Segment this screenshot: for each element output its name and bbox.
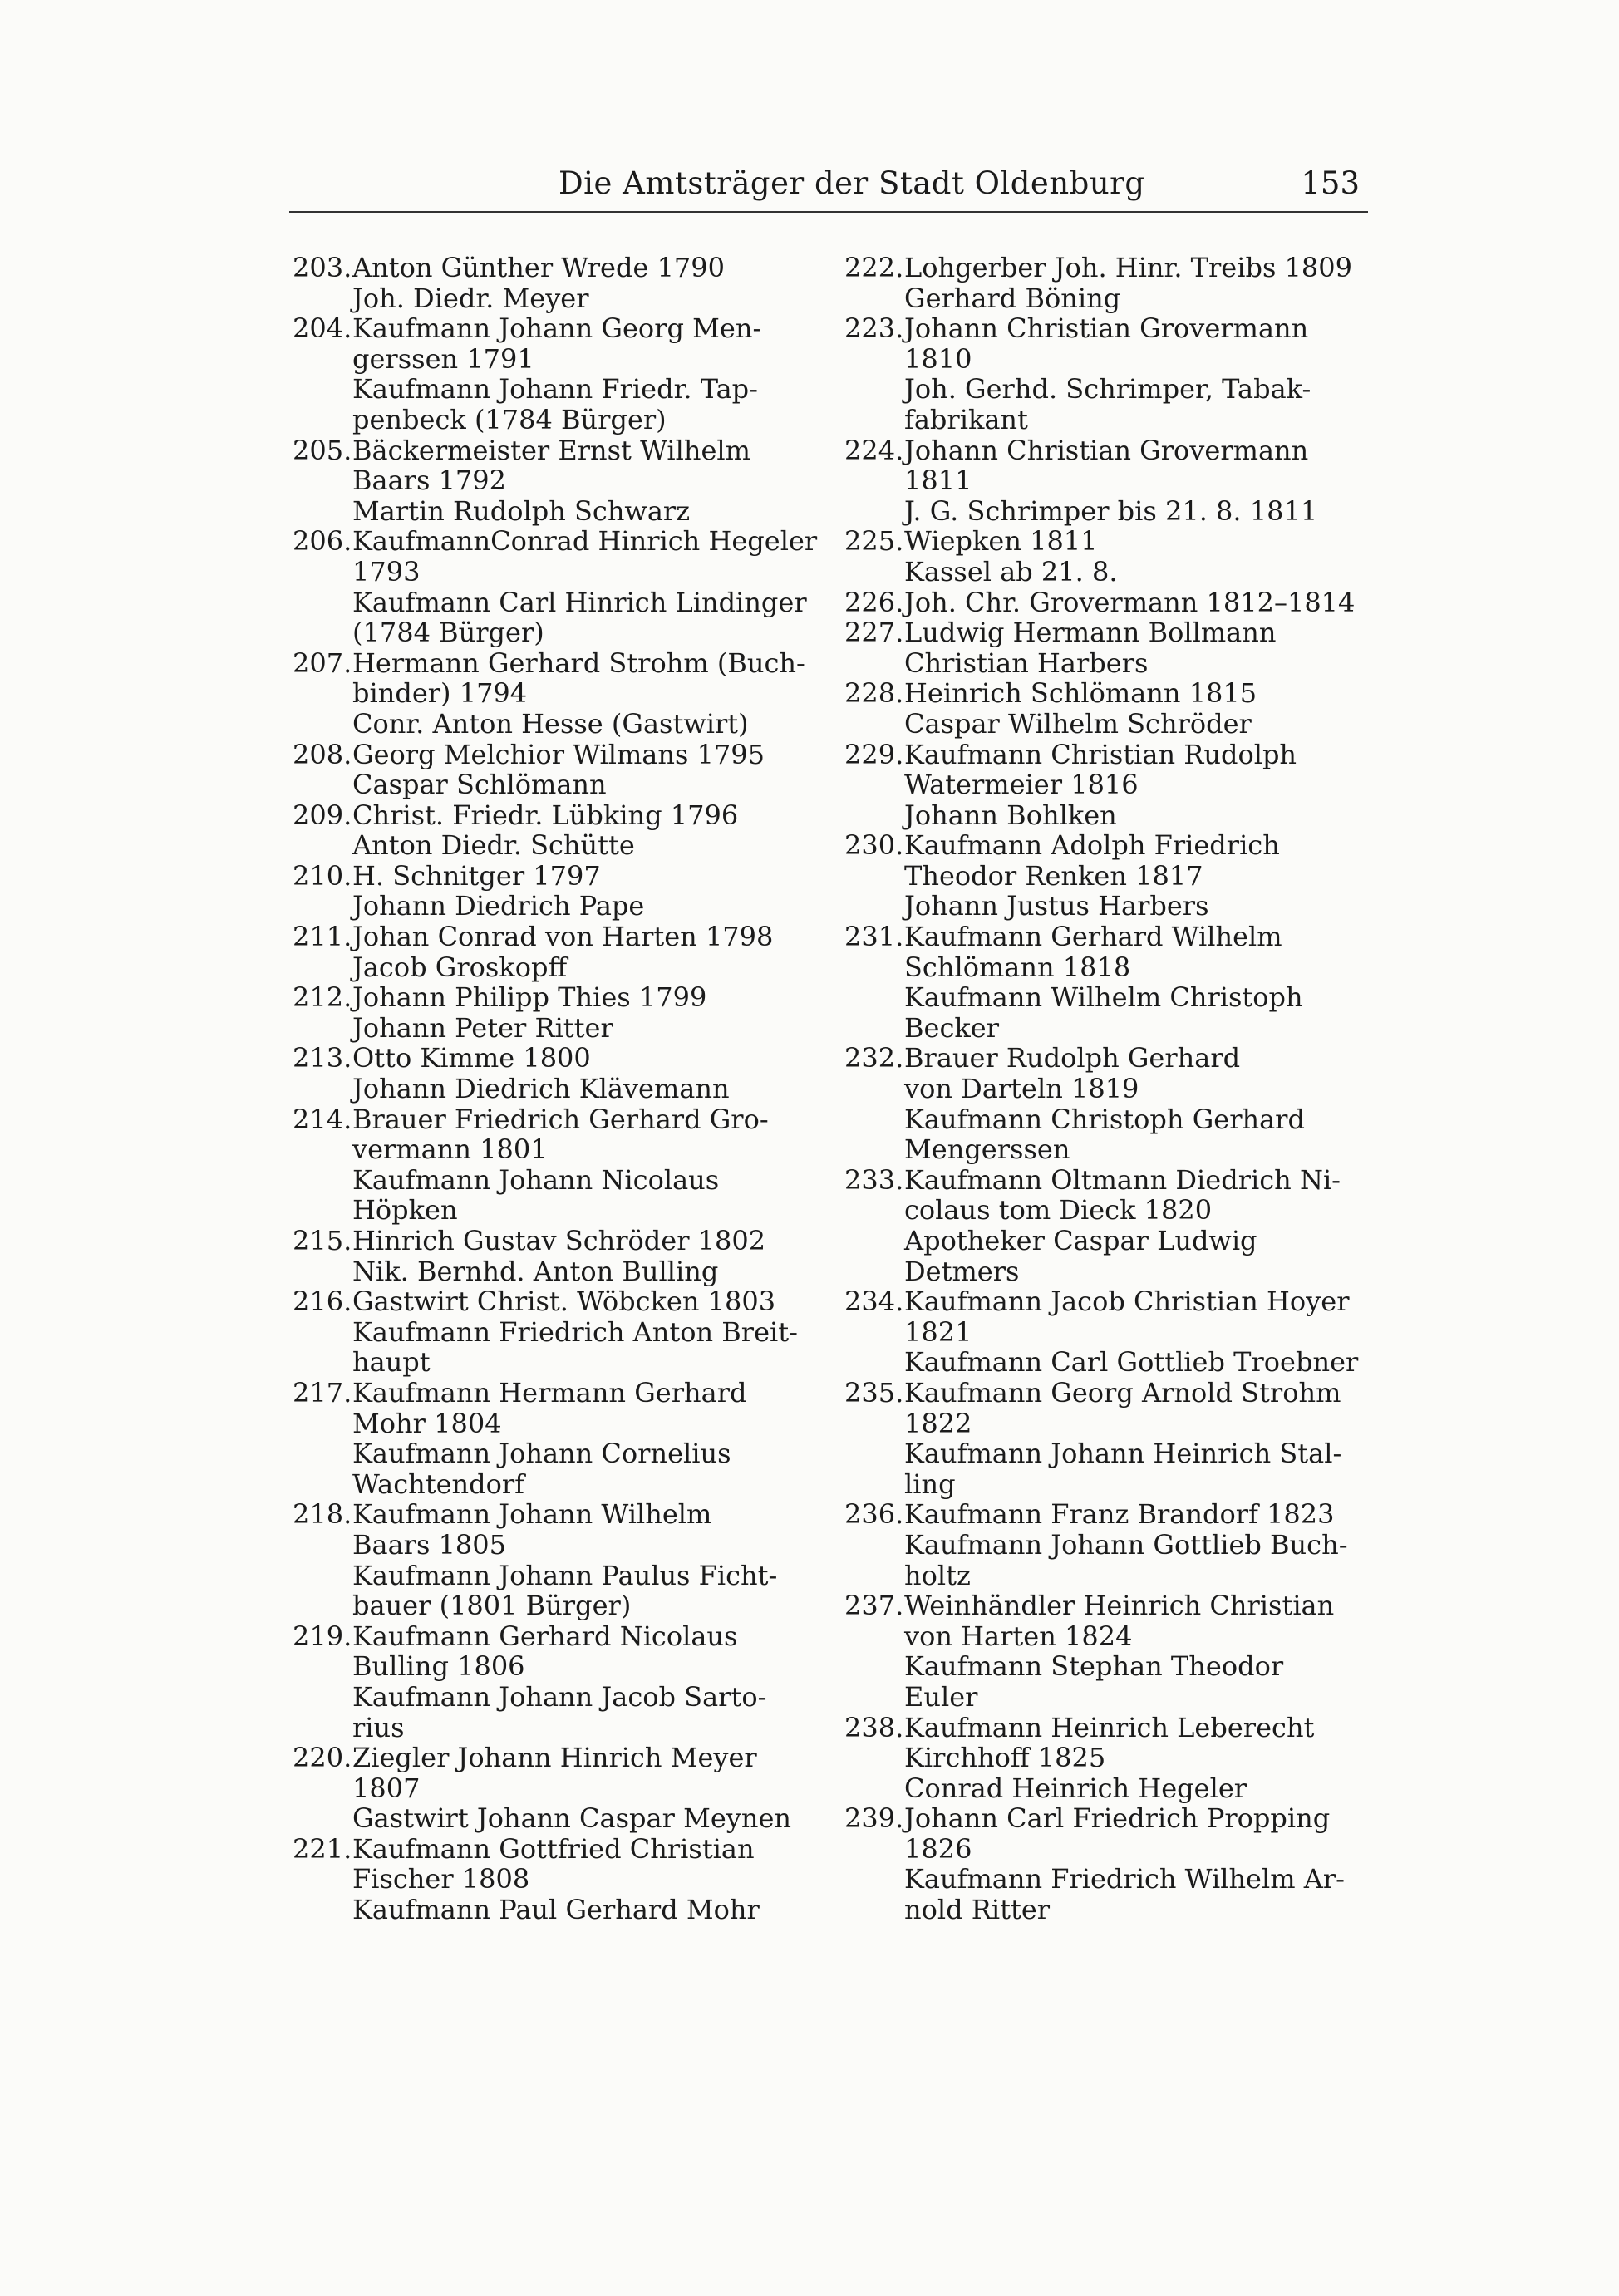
entry-line [844, 952, 1376, 983]
entry-line [844, 588, 1376, 618]
entry-text: (1784 Bürger) [352, 617, 544, 649]
entry-text: Kaufmann Johann Gottlieb Buch- [904, 1528, 1348, 1561]
list-entry [844, 740, 1376, 831]
entry-line [293, 1013, 824, 1044]
entry-text: Kaufmann Johann Georg Men- [352, 312, 762, 345]
entry-line [293, 1256, 824, 1287]
entry-number: 236. [844, 1498, 904, 1531]
entry-text: Conr. Anton Hesse (Gastwirt) [352, 707, 749, 740]
entry-text: Brauer Rudolph Gerhard [904, 1042, 1241, 1074]
entry-number: 207. [293, 647, 352, 679]
list-entry [844, 1378, 1376, 1499]
entry-line [293, 1104, 824, 1135]
entry-line [293, 1347, 824, 1378]
entry-number: 209. [293, 799, 352, 831]
list-entry [844, 1590, 1376, 1712]
entry-text: penbeck (1784 Bürger) [352, 403, 667, 435]
entry-text: Kaufmann Friedrich Wilhelm Ar- [904, 1863, 1345, 1895]
entry-number: 220. [293, 1742, 352, 1774]
entry-text: Conrad Heinrich Hegeler [904, 1772, 1247, 1804]
list-entry [844, 1043, 1376, 1164]
entry-line [844, 740, 1376, 770]
entry-line [293, 1499, 824, 1530]
entry-line [293, 1530, 824, 1561]
list-entry [844, 253, 1376, 313]
entry-text: Georg Melchior Wilmans 1795 [352, 738, 765, 770]
entry-line [844, 922, 1376, 952]
entry-text: Johann Peter Ritter [352, 1011, 613, 1044]
entry-line [844, 891, 1376, 922]
entry-line [844, 709, 1376, 740]
entry-text: Martin Rudolph Schwarz [352, 494, 691, 527]
entry-text: Wachtendorf [352, 1468, 525, 1500]
entry-text: Anton Günther Wrede 1790 [352, 252, 725, 283]
entry-line [844, 1895, 1376, 1925]
entry-text: Kaufmann Oltmann Diedrich Ni- [904, 1163, 1341, 1196]
entry-text: Johann Diedrich Pape [352, 890, 645, 922]
entry-line [293, 769, 824, 800]
list-entry [293, 1743, 824, 1834]
entry-text: Höpken [352, 1194, 458, 1227]
entry-line [844, 1469, 1376, 1500]
entry-text: 1822 [904, 1407, 972, 1439]
entry-line [844, 1438, 1376, 1469]
entry-text: bauer (1801 Bürger) [352, 1590, 632, 1622]
entry-line [844, 982, 1376, 1013]
entry-line [293, 861, 824, 892]
entry-text: H. Schnitger 1797 [352, 859, 601, 892]
entry-line [844, 1621, 1376, 1652]
list-entry [844, 922, 1376, 1043]
entry-line [844, 1074, 1376, 1104]
entry-line [844, 1256, 1376, 1287]
entry-text: 1807 [352, 1772, 421, 1804]
entry-number: 206. [293, 525, 352, 558]
entry-number: 208. [293, 738, 352, 770]
entry-text: Joh. Gerhd. Schrimper, Tabak- [904, 373, 1311, 406]
entry-line [844, 830, 1376, 861]
entry-line [844, 1682, 1376, 1713]
list-entry [844, 1499, 1376, 1590]
entry-text: Johann Christian Grovermann [904, 434, 1309, 466]
entry-text: Kaufmann Christian Rudolph [904, 738, 1297, 770]
entry-text: Caspar Wilhelm Schröder [904, 707, 1252, 740]
entry-line [293, 1317, 824, 1348]
list-entry [293, 1286, 824, 1378]
entry-text: Christian Harbers [904, 647, 1149, 679]
entry-line [844, 1590, 1376, 1621]
entry-line [293, 405, 824, 435]
entry-text: Baars 1805 [352, 1528, 506, 1561]
entry-line [844, 374, 1376, 405]
entry-text: Kaufmann Franz Brandorf 1823 [904, 1498, 1335, 1531]
entry-text: Kaufmann Carl Hinrich Lindinger [352, 586, 807, 618]
entry-text: Kaufmann Hermann Gerhard [352, 1376, 747, 1409]
entry-text: 1826 [904, 1832, 972, 1865]
entry-text: Kaufmann Carl Gottlieb Troebner [904, 1346, 1359, 1379]
entry-text: Hermann Gerhard Strohm (Buch- [352, 647, 805, 679]
entry-line [844, 800, 1376, 831]
list-entry [293, 313, 824, 435]
entry-line [844, 1773, 1376, 1804]
entry-line [844, 1409, 1376, 1439]
entry-number: 204. [293, 312, 352, 345]
entry-text: Hinrich Gustav Schröder 1802 [352, 1225, 766, 1256]
entry-line [844, 1134, 1376, 1165]
list-entry [293, 1226, 824, 1286]
running-title: Die Amtsträger der Stadt Oldenburg [559, 165, 1145, 201]
entry-number: 231. [844, 921, 904, 953]
entry-number: 229. [844, 738, 904, 770]
entry-number: 217. [293, 1376, 352, 1409]
entry-line [844, 1378, 1376, 1409]
entry-line [293, 709, 824, 740]
list-entry [293, 1043, 824, 1104]
entry-line [844, 405, 1376, 435]
entry-text: Euler [904, 1680, 978, 1713]
entry-number: 203. [293, 252, 352, 283]
list-entry [844, 526, 1376, 587]
entry-line [844, 648, 1376, 679]
entry-text: Bäckermeister Ernst Wilhelm [352, 434, 750, 466]
entry-text: Kaufmann Gerhard Nicolaus [352, 1620, 738, 1652]
entry-text: Kirchhoff 1825 [904, 1742, 1106, 1774]
entry-text: Johann Diedrich Klävemann [352, 1073, 730, 1105]
list-entry [844, 678, 1376, 739]
list-entry [293, 1378, 824, 1499]
entry-text: Kaufmann Johann Friedr. Tap- [352, 373, 758, 406]
entry-text: Johann Justus Harbers [904, 890, 1209, 922]
entry-text: Anton Diedr. Schütte [352, 829, 635, 862]
entry-line [293, 465, 824, 496]
entry-line [293, 557, 824, 588]
entry-text: Apotheker Caspar Ludwig [904, 1225, 1257, 1256]
entry-text: Joh. Diedr. Meyer [352, 282, 589, 314]
entry-number: 218. [293, 1498, 352, 1531]
list-entry [293, 435, 824, 527]
entry-number: 237. [844, 1590, 904, 1622]
entry-text: Lohgerber Joh. Hinr. Treibs 1809 [904, 252, 1352, 283]
entry-text: Fischer 1808 [352, 1863, 530, 1895]
entry-line [293, 1621, 824, 1652]
entry-text: Schlömann 1818 [904, 951, 1131, 983]
entry-text: Watermeier 1816 [904, 769, 1139, 801]
entry-text: Kaufmann Johann Paulus Ficht- [352, 1559, 778, 1591]
entry-text: 1811 [904, 465, 972, 497]
entry-text: Kaufmann Heinrich Leberecht [904, 1711, 1315, 1743]
entry-line [293, 1409, 824, 1439]
list-entry [293, 1834, 824, 1925]
entry-line [293, 526, 824, 557]
entry-text: fabrikant [904, 403, 1028, 435]
entry-number: 215. [293, 1225, 352, 1256]
entry-text: Kassel ab 21. 8. [904, 555, 1118, 588]
entry-line [293, 1773, 824, 1804]
entry-line [844, 253, 1376, 283]
entry-text: von Darteln 1819 [904, 1073, 1139, 1105]
entry-line [293, 830, 824, 861]
entry-number: 232. [844, 1042, 904, 1074]
entry-text: Kaufmann Johann Heinrich Stal- [904, 1438, 1342, 1470]
entry-line [293, 1438, 824, 1469]
entry-line [844, 1743, 1376, 1773]
entry-text: Kaufmann Johann Jacob Sarto- [352, 1680, 767, 1713]
entry-text: Kaufmann Gottfried Christian [352, 1832, 755, 1865]
entry-text: ling [904, 1468, 956, 1500]
entry-text: Johann Philipp Thies 1799 [352, 981, 707, 1014]
list-entry [293, 982, 824, 1043]
entry-number: 234. [844, 1286, 904, 1318]
entry-text: rius [352, 1711, 405, 1743]
entry-line [293, 1226, 824, 1256]
entry-line [844, 1530, 1376, 1561]
entry-number: 221. [293, 1832, 352, 1865]
list-entry [844, 1165, 1376, 1286]
list-entry [293, 922, 824, 982]
entry-text: Johan Conrad von Harten 1798 [352, 921, 774, 953]
entry-text: Becker [904, 1011, 999, 1044]
entry-line [844, 1165, 1376, 1196]
list-entry [293, 861, 824, 922]
entry-text: Johann Christian Grovermann [904, 312, 1309, 345]
entry-number: 210. [293, 859, 352, 892]
entry-text: vermann 1801 [352, 1133, 548, 1166]
list-entry [844, 313, 1376, 435]
entry-line [844, 1317, 1376, 1348]
entry-number: 211. [293, 921, 352, 953]
entry-number: 216. [293, 1286, 352, 1318]
entry-number: 227. [844, 617, 904, 649]
entry-text: Nik. Bernhd. Anton Bulling [352, 1255, 719, 1287]
list-entry [293, 1104, 824, 1226]
entry-text: binder) 1794 [352, 677, 528, 710]
list-entry [844, 830, 1376, 922]
entry-line [293, 283, 824, 314]
entry-line [844, 678, 1376, 709]
entry-text: von Harten 1824 [904, 1620, 1133, 1652]
entry-text: Kaufmann Friedrich Anton Breit- [352, 1315, 798, 1348]
entry-number: 226. [844, 586, 904, 618]
entry-line [293, 1134, 824, 1165]
entry-line [293, 374, 824, 405]
entry-line [293, 1590, 824, 1621]
entry-text: Gastwirt Christ. Wöbcken 1803 [352, 1286, 776, 1318]
entry-line [844, 1864, 1376, 1895]
entry-line [293, 1286, 824, 1317]
entry-number: 233. [844, 1163, 904, 1196]
entry-text: Kaufmann Johann Nicolaus [352, 1163, 720, 1196]
entry-text: Kaufmann Jacob Christian Hoyer [904, 1286, 1350, 1318]
entry-line [293, 313, 824, 344]
entry-line [293, 648, 824, 679]
entry-line [293, 891, 824, 922]
entry-line [844, 1651, 1376, 1682]
entry-text: KaufmannConrad Hinrich Hegeler [352, 525, 818, 558]
entry-line [844, 496, 1376, 527]
entry-text: 1821 [904, 1315, 972, 1348]
entry-text: haupt [352, 1346, 431, 1379]
entry-text: Wiepken 1811 [904, 525, 1098, 558]
entry-text: Kaufmann Christoph Gerhard [904, 1103, 1305, 1135]
entry-line [293, 740, 824, 770]
entry-line [293, 1743, 824, 1773]
list-entry [844, 617, 1376, 678]
entry-text: Kaufmann Paul Gerhard Mohr [352, 1894, 760, 1926]
entry-line [293, 1074, 824, 1104]
entry-line [293, 588, 824, 618]
right-column [844, 253, 1376, 1925]
entry-text: Mengerssen [904, 1133, 1070, 1166]
entry-text: Ziegler Johann Hinrich Meyer [352, 1742, 757, 1774]
entry-text: Kaufmann Stephan Theodor [904, 1650, 1284, 1683]
entry-line [844, 1561, 1376, 1591]
entry-line [844, 1286, 1376, 1317]
entry-number: 228. [844, 677, 904, 710]
entry-line [844, 526, 1376, 557]
page-header [289, 163, 1368, 213]
entry-text: Heinrich Schlömann 1815 [904, 677, 1257, 710]
entry-text: Mohr 1804 [352, 1407, 502, 1439]
entry-line [844, 1803, 1376, 1834]
entry-line [293, 496, 824, 527]
entry-line [293, 1895, 824, 1925]
list-entry [844, 435, 1376, 527]
list-entry [293, 740, 824, 800]
entry-text: Baars 1792 [352, 465, 506, 497]
entry-number: 225. [844, 525, 904, 558]
list-entry [293, 1499, 824, 1620]
entry-line [293, 1043, 824, 1074]
entry-line [293, 1651, 824, 1682]
entry-line [293, 678, 824, 709]
entry-number: 219. [293, 1620, 352, 1652]
entry-line [844, 1043, 1376, 1074]
entry-text: Caspar Schlömann [352, 769, 607, 801]
entry-line [293, 1682, 824, 1713]
entry-line [844, 617, 1376, 648]
entry-line [293, 1803, 824, 1834]
entry-line [293, 1195, 824, 1226]
list-entry [844, 1803, 1376, 1925]
entry-text: Christ. Friedr. Lübking 1796 [352, 799, 739, 831]
list-entry [844, 1713, 1376, 1804]
entry-text: 1793 [352, 555, 421, 588]
entry-line [844, 557, 1376, 588]
entry-line [844, 1104, 1376, 1135]
left-column [293, 253, 824, 1925]
list-entry [844, 1286, 1376, 1378]
entry-text: holtz [904, 1559, 971, 1591]
entry-number: 230. [844, 829, 904, 862]
entry-text: nold Ritter [904, 1894, 1051, 1926]
entry-line [293, 253, 824, 283]
entry-line [844, 435, 1376, 466]
entry-line [844, 1013, 1376, 1044]
entry-line [293, 1864, 824, 1895]
entry-line [844, 1195, 1376, 1226]
entry-line [293, 1378, 824, 1409]
entry-text: Brauer Friedrich Gerhard Gro- [352, 1103, 769, 1135]
list-entry [293, 1621, 824, 1743]
entry-text: Jacob Groskopff [352, 951, 568, 983]
entry-line [844, 1347, 1376, 1378]
entry-number: 205. [293, 434, 352, 466]
entry-text: colaus tom Dieck 1820 [904, 1194, 1213, 1227]
entry-text: Kaufmann Adolph Friedrich [904, 829, 1280, 862]
entry-number: 213. [293, 1042, 352, 1074]
entry-text: gerssen 1791 [352, 342, 534, 375]
entry-line [844, 1226, 1376, 1256]
entry-line [293, 1165, 824, 1196]
entry-line [293, 982, 824, 1013]
entry-text: Ludwig Hermann Bollmann [904, 617, 1277, 649]
entry-line [293, 435, 824, 466]
entry-text: Joh. Chr. Grovermann 1812–1814 [904, 586, 1356, 618]
entry-line [293, 922, 824, 952]
entry-text: Otto Kimme 1800 [352, 1042, 591, 1074]
entry-text: Kaufmann Gerhard Wilhelm [904, 921, 1282, 953]
entry-number: 238. [844, 1711, 904, 1743]
entry-number: 223. [844, 312, 904, 345]
list-entry [293, 800, 824, 861]
entry-number: 239. [844, 1802, 904, 1835]
entry-line [844, 861, 1376, 892]
entry-number: 212. [293, 981, 352, 1014]
entry-line [293, 617, 824, 648]
entry-line [844, 313, 1376, 344]
entry-line [293, 952, 824, 983]
entry-text: Kaufmann Johann Cornelius [352, 1438, 731, 1470]
list-entry [844, 588, 1376, 618]
entry-text: J. G. Schrimper bis 21. 8. 1811 [904, 494, 1318, 527]
entry-text: Weinhändler Heinrich Christian [904, 1590, 1335, 1622]
entry-line [844, 344, 1376, 375]
page-number: 153 [1301, 165, 1360, 201]
entry-line [844, 283, 1376, 314]
list-entry [293, 648, 824, 740]
entry-text: Kaufmann Johann Wilhelm [352, 1498, 712, 1531]
entry-number: 214. [293, 1103, 352, 1135]
entry-line [844, 465, 1376, 496]
entry-number: 224. [844, 434, 904, 466]
entry-line [293, 800, 824, 831]
entry-text: Kaufmann Georg Arnold Strohm [904, 1376, 1341, 1409]
entry-text: Detmers [904, 1255, 1020, 1287]
entry-text: Johann Carl Friedrich Propping [904, 1802, 1331, 1835]
entry-line [844, 769, 1376, 800]
entry-text: Gastwirt Johann Caspar Meynen [352, 1802, 791, 1835]
entry-text: Gerhard Böning [904, 282, 1121, 314]
entry-line [844, 1499, 1376, 1530]
entry-line [293, 1469, 824, 1500]
entry-text: Johann Bohlken [904, 799, 1117, 831]
entry-line [293, 344, 824, 375]
entry-line [844, 1713, 1376, 1743]
entry-number: 222. [844, 252, 904, 283]
entry-line [844, 1834, 1376, 1865]
entry-text: 1810 [904, 342, 972, 375]
entry-text: Theodor Renken 1817 [904, 859, 1203, 892]
entry-line [293, 1713, 824, 1743]
list-entry [293, 526, 824, 647]
entry-text: Kaufmann Wilhelm Christoph [904, 981, 1303, 1014]
entry-text: Bulling 1806 [352, 1650, 525, 1683]
entry-line [293, 1561, 824, 1591]
entry-line [293, 1834, 824, 1865]
list-entry [293, 253, 824, 313]
entry-number: 235. [844, 1376, 904, 1409]
